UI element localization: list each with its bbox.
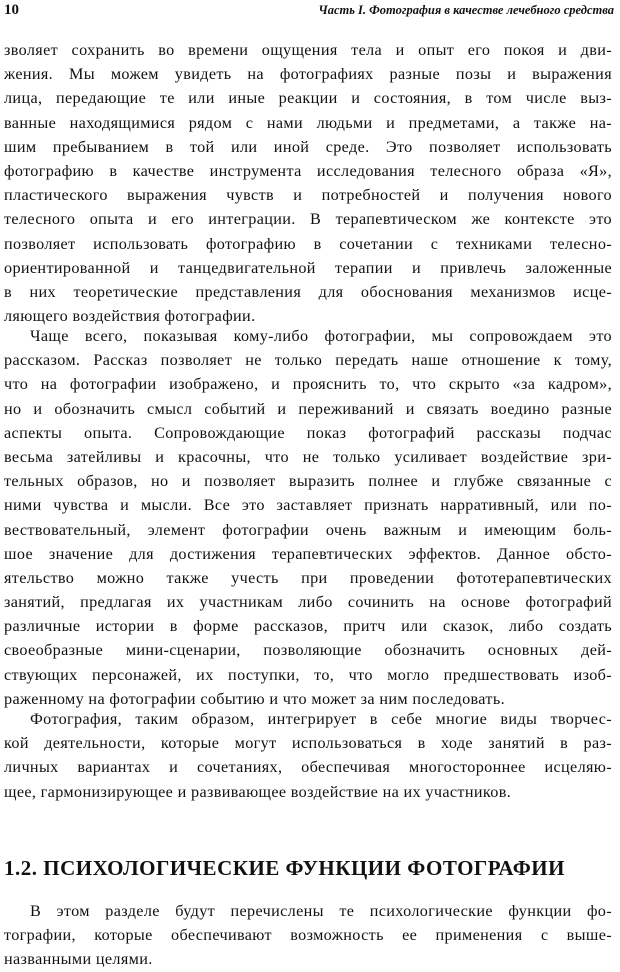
text-line: Фотография, таким образом, интегрирует в себе многие виды творчес- [30,710,612,728]
text-line: весьма затейливы и красочны, что не только усиливает воздействие зри- [4,447,612,466]
text-line: рассказом. Рассказ позволяет не только передать наше отношение к тому, [4,351,612,370]
text-line: щее, гармонизирующее и развивающее воздействие на их участников. [4,782,512,801]
paragraph-2 [4,324,612,711]
text-line: названными целями. [4,950,153,969]
text-line: ляющего воздействия фотографии. [4,307,256,326]
text-line: ствующих персонажей, их поступки, то, что могло предшествовать изоб- [4,665,612,684]
text-line: телесного опыта и его интеграции. В терапевтическом же контексте это [4,210,612,229]
text-line: пластического выражения чувств и потребностей и получения нового [4,186,612,205]
text-line: раженному на фотографии событию и что может за ним последовать. [4,689,505,708]
text-line: Чаще всего, показывая кому-либо фотографии, мы сопровождаем это [30,327,612,345]
paragraph-4 [4,899,612,972]
text-line: фотографию в качестве инструмента исследования телесного образа «Я», [4,161,612,180]
page-number: 10 [4,2,19,18]
text-line: вествовательный, элемент фотографии очень важным и имеющим боль- [4,520,612,539]
text-line: различные истории в форме рассказов, притч или сказок, либо создать [4,617,612,636]
text-line: ними чувства и мысли. Все это заставляет признать нарративный, или по- [4,496,612,515]
text-line: своеобразные мини-сценарии, позволяющие обозначить основных дей- [4,641,612,660]
text-line: занятий, предлагая их участникам либо сочинить на основе фотографий [4,593,612,612]
paragraph-1 [4,38,612,328]
text-line: ванные находящимися рядом с нами людьми и предметами, а также на- [4,113,612,132]
text-line: лица, передающие те или иные реакции и состояния, в том числе выз- [4,89,612,108]
text-line: ятельство можно также учесть при проведении фототерапевтических [4,568,612,587]
text-line: тельных образов, но и позволяет выразить полнее и глубже связанные с [4,472,612,491]
text-line: шое значение для достижения терапевтических эффектов. Данное обсто- [4,544,612,563]
paragraph-3 [4,707,612,804]
text-line: кой деятельности, которые могут использоваться в ходе занятий в раз- [4,734,612,753]
text-line: но и обозначить смысл событий и переживаний и связать воедино разные [4,399,612,418]
text-line: аспекты опыта. Сопровождающие показ фотографий рассказы подчас [4,423,612,442]
text-line: ориентированной и танцедвигательной терапии и привлечь заложенные [4,258,612,277]
text-line: позволяет использовать фотографию в сочетании с техниками телесно- [4,234,612,253]
text-line: личных вариантах и сочетаниях, обеспечивая многостороннее исцеляю- [4,758,612,777]
section-heading: 1.2. ПСИХОЛОГИЧЕСКИЕ ФУНКЦИИ ФОТОГРАФИИ [4,856,565,880]
text-line: тографии, которые обеспечивают возможность ее применения с выше- [4,926,612,945]
text-line: жения. Мы можем увидеть на фотографиях разные позы и выражения [4,65,612,84]
text-line: в них теоретические представления для обоснования механизмов исце- [4,282,612,301]
text-line: зволяет сохранить во времени ощущения тела и опыт его покоя и дви- [4,41,612,59]
text-line: шим пребыванием в той или иной среде. Это позволяет использовать [4,137,612,156]
running-head: Часть I. Фотография в качестве лечебного средства [318,3,614,17]
text-line: В этом разделе будут перечислены те психологические функции фо- [30,902,612,920]
text-line: что на фотографии изображено, и прояснить то, что скрыто «за кадром», [4,375,612,394]
page-header [4,2,614,24]
